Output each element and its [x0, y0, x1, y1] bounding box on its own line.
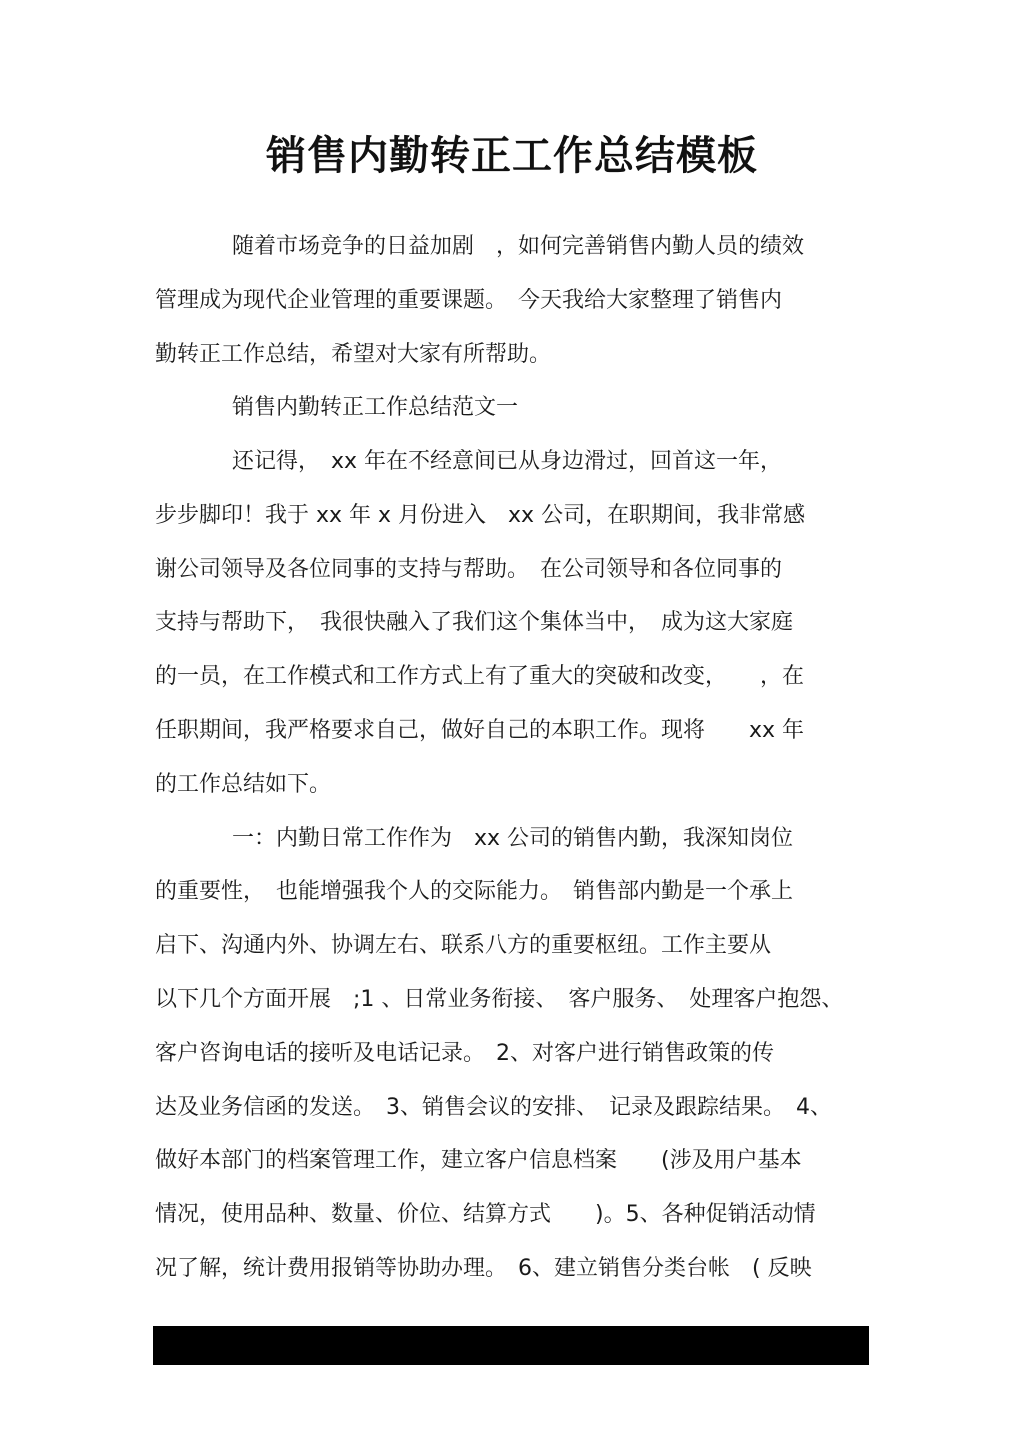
paragraph-line: 情况，使用品种、数量、价位、结算方式 )。5、各种促销活动情 [155, 1202, 816, 1227]
paragraph-line: 还记得， xx 年在不经意间已从身边滑过，回首这一年， [232, 449, 783, 474]
paragraph-line: 任职期间，我严格要求自己，做好自己的本职工作。现将 xx 年 [155, 718, 805, 743]
section-heading: 销售内勤转正工作总结范文一 [232, 395, 519, 420]
paragraph-line: 做好本部门的档案管理工作，建立客户信息档案 (涉及用户基本 [155, 1148, 802, 1173]
document-title: 销售内勤转正工作总结模板 [266, 132, 758, 179]
paragraph-line: 谢公司领导及各位同事的支持与帮助。 在公司领导和各位同事的 [155, 557, 783, 582]
paragraph-line: 一：内勤日常工作作为 xx 公司的销售内勤，我深知岗位 [232, 826, 794, 851]
paragraph-line: 达及业务信函的发送。 3、销售会议的安排、 记录及跟踪结果。 4、 [155, 1095, 832, 1120]
paragraph-line: 的一员，在工作模式和工作方式上有了重大的突破和改变， ，在 [155, 664, 805, 689]
paragraph-line: 支持与帮助下， 我很快融入了我们这个集体当中， 成为这大家庭 [155, 610, 794, 635]
paragraph-line: 步步脚印！我于 xx 年 x 月份进入 xx 公司，在职期间，我非常感 [155, 503, 806, 528]
redaction-bar [153, 1326, 869, 1365]
paragraph-line: 以下几个方面开展 ;1 、日常业务衔接、 客户服务、 处理客户抱怨、 [155, 987, 844, 1012]
paragraph-line: 随着市场竞争的日益加剧 ，如何完善销售内勤人员的绩效 [232, 234, 805, 259]
paragraph-line: 勤转正工作总结，希望对大家有所帮助。 [155, 342, 552, 367]
paragraph-line: 客户咨询电话的接听及电话记录。 2、对客户进行销售政策的传 [155, 1041, 774, 1066]
paragraph-line: 启下、沟通内外、协调左右、联系八方的重要枢纽。工作主要从 [155, 933, 772, 958]
paragraph-line: 管理成为现代企业管理的重要课题。 今天我给大家整理了销售内 [155, 288, 783, 313]
paragraph-line: 的重要性， 也能增强我个人的交际能力。 销售部内勤是一个承上 [155, 879, 794, 904]
paragraph-line: 况了解，统计费用报销等协助办理。 6、建立销售分类台帐 ( 反映 [155, 1256, 812, 1281]
paragraph-line: 的工作总结如下。 [155, 772, 332, 797]
